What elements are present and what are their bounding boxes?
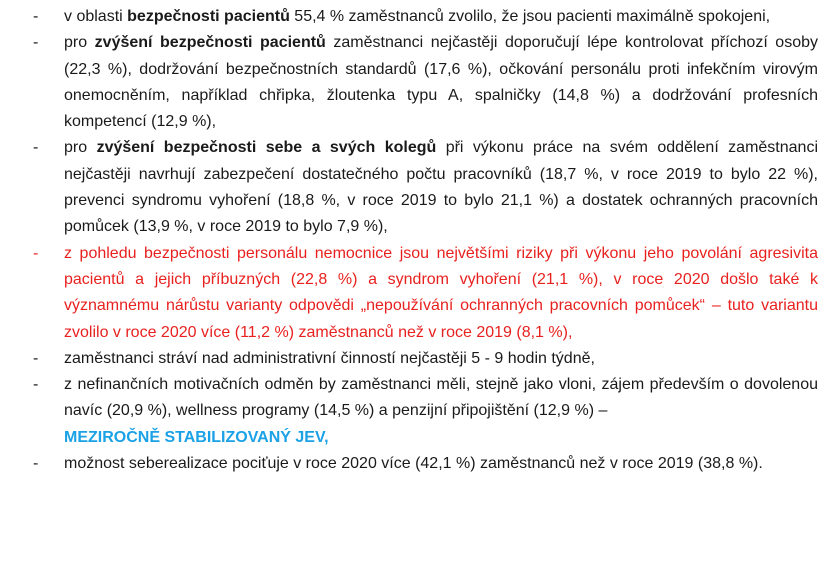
item-text-post: 55,4 % zaměstnanců zvolilo, že jsou pacienti maximálně spokojeni, [289,8,771,25]
item-text-pre: pro [64,34,95,52]
item-text-pre: v oblasti [64,8,128,25]
bullet-dash: - [33,34,39,52]
list-item-staff-risks [0,241,818,346]
item-text: z pohledu bezpečnosti personálu nemocnice jsou největšími riziky při výkonu jeho povolání agresivita pacientů a jejich příbuzných (22,8 %) a syndrom vyhoření (21,1 %), v roce 2020 došlo také k významnému nárůstu varianty odpovědi „nepoužívání ochranných pracovních pomůcek“ – tuto variantu zvolilo v roce 2020 více (11,2 %) zaměstnanců než v roce 2019 (8,1 %), [64,244,818,341]
list-item-self-realization [0,451,818,477]
list-item-staff-safety-increase [0,135,818,240]
bullet-dash: - [33,244,39,262]
item-text-post: při výkonu práce na svém oddělení zaměstnanci nejčastěji navrhují zabezpečení dostatečného počtu pracovníků (18,7 %, v roce 2019 to bylo 22 %), prevenci syndromu vyhoření (18,8 %, v roce 2019 to bylo 21,1 %) a dostatek ochranných pracovních pomůcek (13,9 %, v roce 2019 to bylo 7,9 %), [64,139,819,236]
list-item-patient-safety [0,4,818,30]
findings-list [0,4,818,477]
bullet-dash: - [33,139,39,157]
list-item-admin-time [0,346,818,372]
bullet-dash: - [33,8,39,25]
bullet-dash: - [33,376,39,394]
item-text-bold: bezpečnosti pacientů [127,8,290,25]
list-item-patient-safety-increase [0,30,818,135]
item-text-bold: zvýšení bezpečnosti sebe a svých kolegů [96,139,437,157]
item-text: zaměstnanci stráví nad administrativní činností nejčastěji 5 - 9 hodin týdně, [64,349,595,367]
bullet-dash: - [33,455,39,473]
item-text-bold: zvýšení bezpečnosti pacientů [94,34,326,52]
highlight-stable-phenomenon: MEZIROČNĚ STABILIZOVANÝ JEV, [64,428,329,446]
list-item-non-financial-rewards [0,372,818,451]
item-text: možnost seberealizace pociťuje v roce 2020 více (42,1 %) zaměstnanců než v roce 2019 (38,8 %). [64,455,763,473]
bullet-dash: - [33,349,39,367]
item-text: z nefinančních motivačních odměn by zaměstnanci měli, stejně jako vloni, zájem především o dovolenou navíc (20,9 %), wellness programy (14,5 %) a penzijní připojištění (12,9 %) – [64,376,818,420]
item-text-pre: pro [64,139,97,157]
item-text-post: zaměstnanci nejčastěji doporučují lépe kontrolovat příchozí osoby (22,3 %), dodržování bezpečnostních standardů (17,6 %), očkování personálu proti infekčním virovým onemocněním, například chřipka, žloutenka typu A, spalničky (14,8 %) a dodržování profesních kompetencí (12,9 %), [64,34,819,131]
